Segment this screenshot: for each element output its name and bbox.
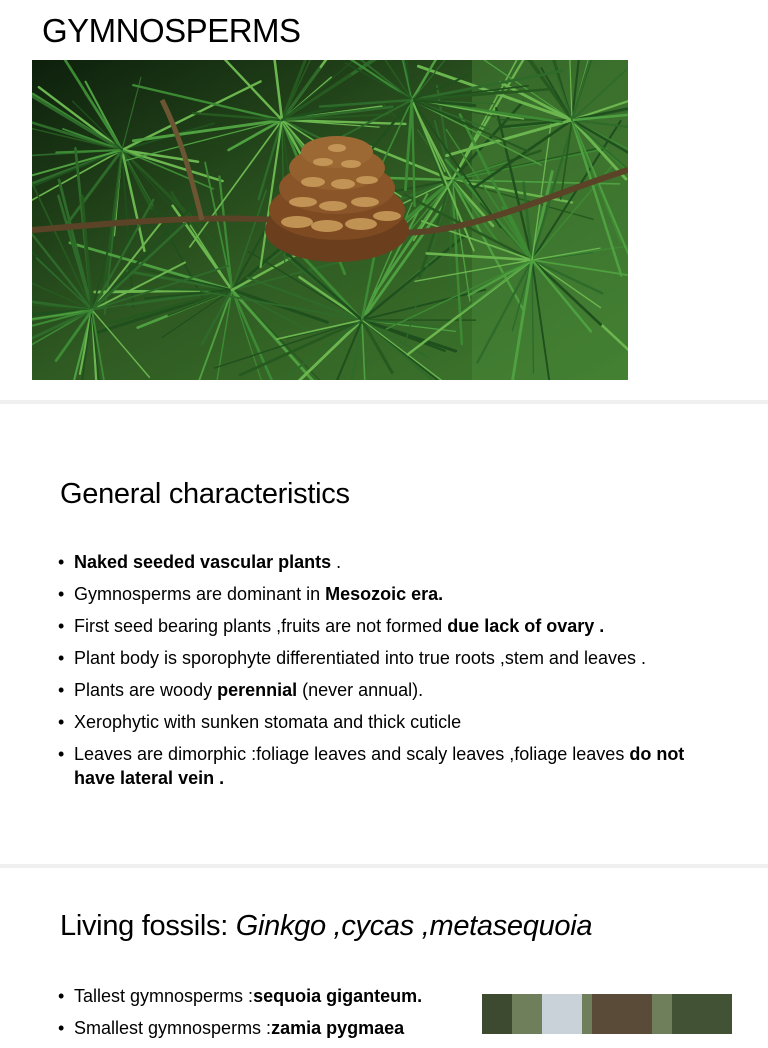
bold-text: Naked seeded vascular plants <box>74 552 331 572</box>
pine-cone-illustration <box>32 60 628 380</box>
bold-text: Mesozoic era. <box>325 584 443 604</box>
list-item <box>58 742 718 790</box>
item-text: Leaves are dimorphic :foliage leaves and scaly leaves ,foliage leaves <box>74 744 629 764</box>
sequoia-image <box>482 994 732 1034</box>
bold-text: sequoia giganteum. <box>253 986 422 1006</box>
list-item <box>58 678 718 702</box>
heading-prefix: Living fossils <box>60 910 220 942</box>
bold-text: zamia pygmaea <box>271 1018 404 1038</box>
bold-text: do not have lateral vein . <box>74 744 684 788</box>
item-text: . <box>331 552 341 572</box>
item-text: Smallest gymnosperms : <box>74 1018 271 1038</box>
bold-text: perennial <box>217 680 297 700</box>
sequoia-illustration <box>482 994 732 1034</box>
item-text: (never annual). <box>297 680 423 700</box>
slide-living-fossils <box>0 868 768 1024</box>
extremes-list <box>58 984 458 1048</box>
item-text: Plant body is sporophyte differentiated into true roots ,stem and leaves . <box>74 648 646 668</box>
item-text: Xerophytic with sunken stomata and thick cuticle <box>74 712 461 732</box>
list-item <box>58 1016 458 1040</box>
item-text: Tallest gymnosperms : <box>74 986 253 1006</box>
list-item <box>58 614 718 638</box>
living-fossils-heading <box>60 910 592 943</box>
page-title: GYMNOSPERMS <box>42 12 301 50</box>
characteristics-list <box>58 550 718 798</box>
list-item <box>58 582 718 606</box>
slide-general-characteristics <box>0 404 768 864</box>
item-text: Plants are woody <box>74 680 217 700</box>
item-text: Gymnosperms are dominant in <box>74 584 325 604</box>
heading-genera: Ginkgo ,cycas ,metasequoia <box>236 910 593 942</box>
list-item <box>58 984 458 1008</box>
section-heading: General characteristics <box>60 478 350 511</box>
list-item <box>58 710 718 734</box>
list-item <box>58 550 718 574</box>
slide-title <box>0 0 768 400</box>
pine-cone-image <box>32 60 628 380</box>
heading-separator: : <box>220 910 236 942</box>
bold-text: due lack of ovary . <box>447 616 604 636</box>
item-text: First seed bearing plants ,fruits are not formed <box>74 616 447 636</box>
list-item <box>58 646 718 670</box>
